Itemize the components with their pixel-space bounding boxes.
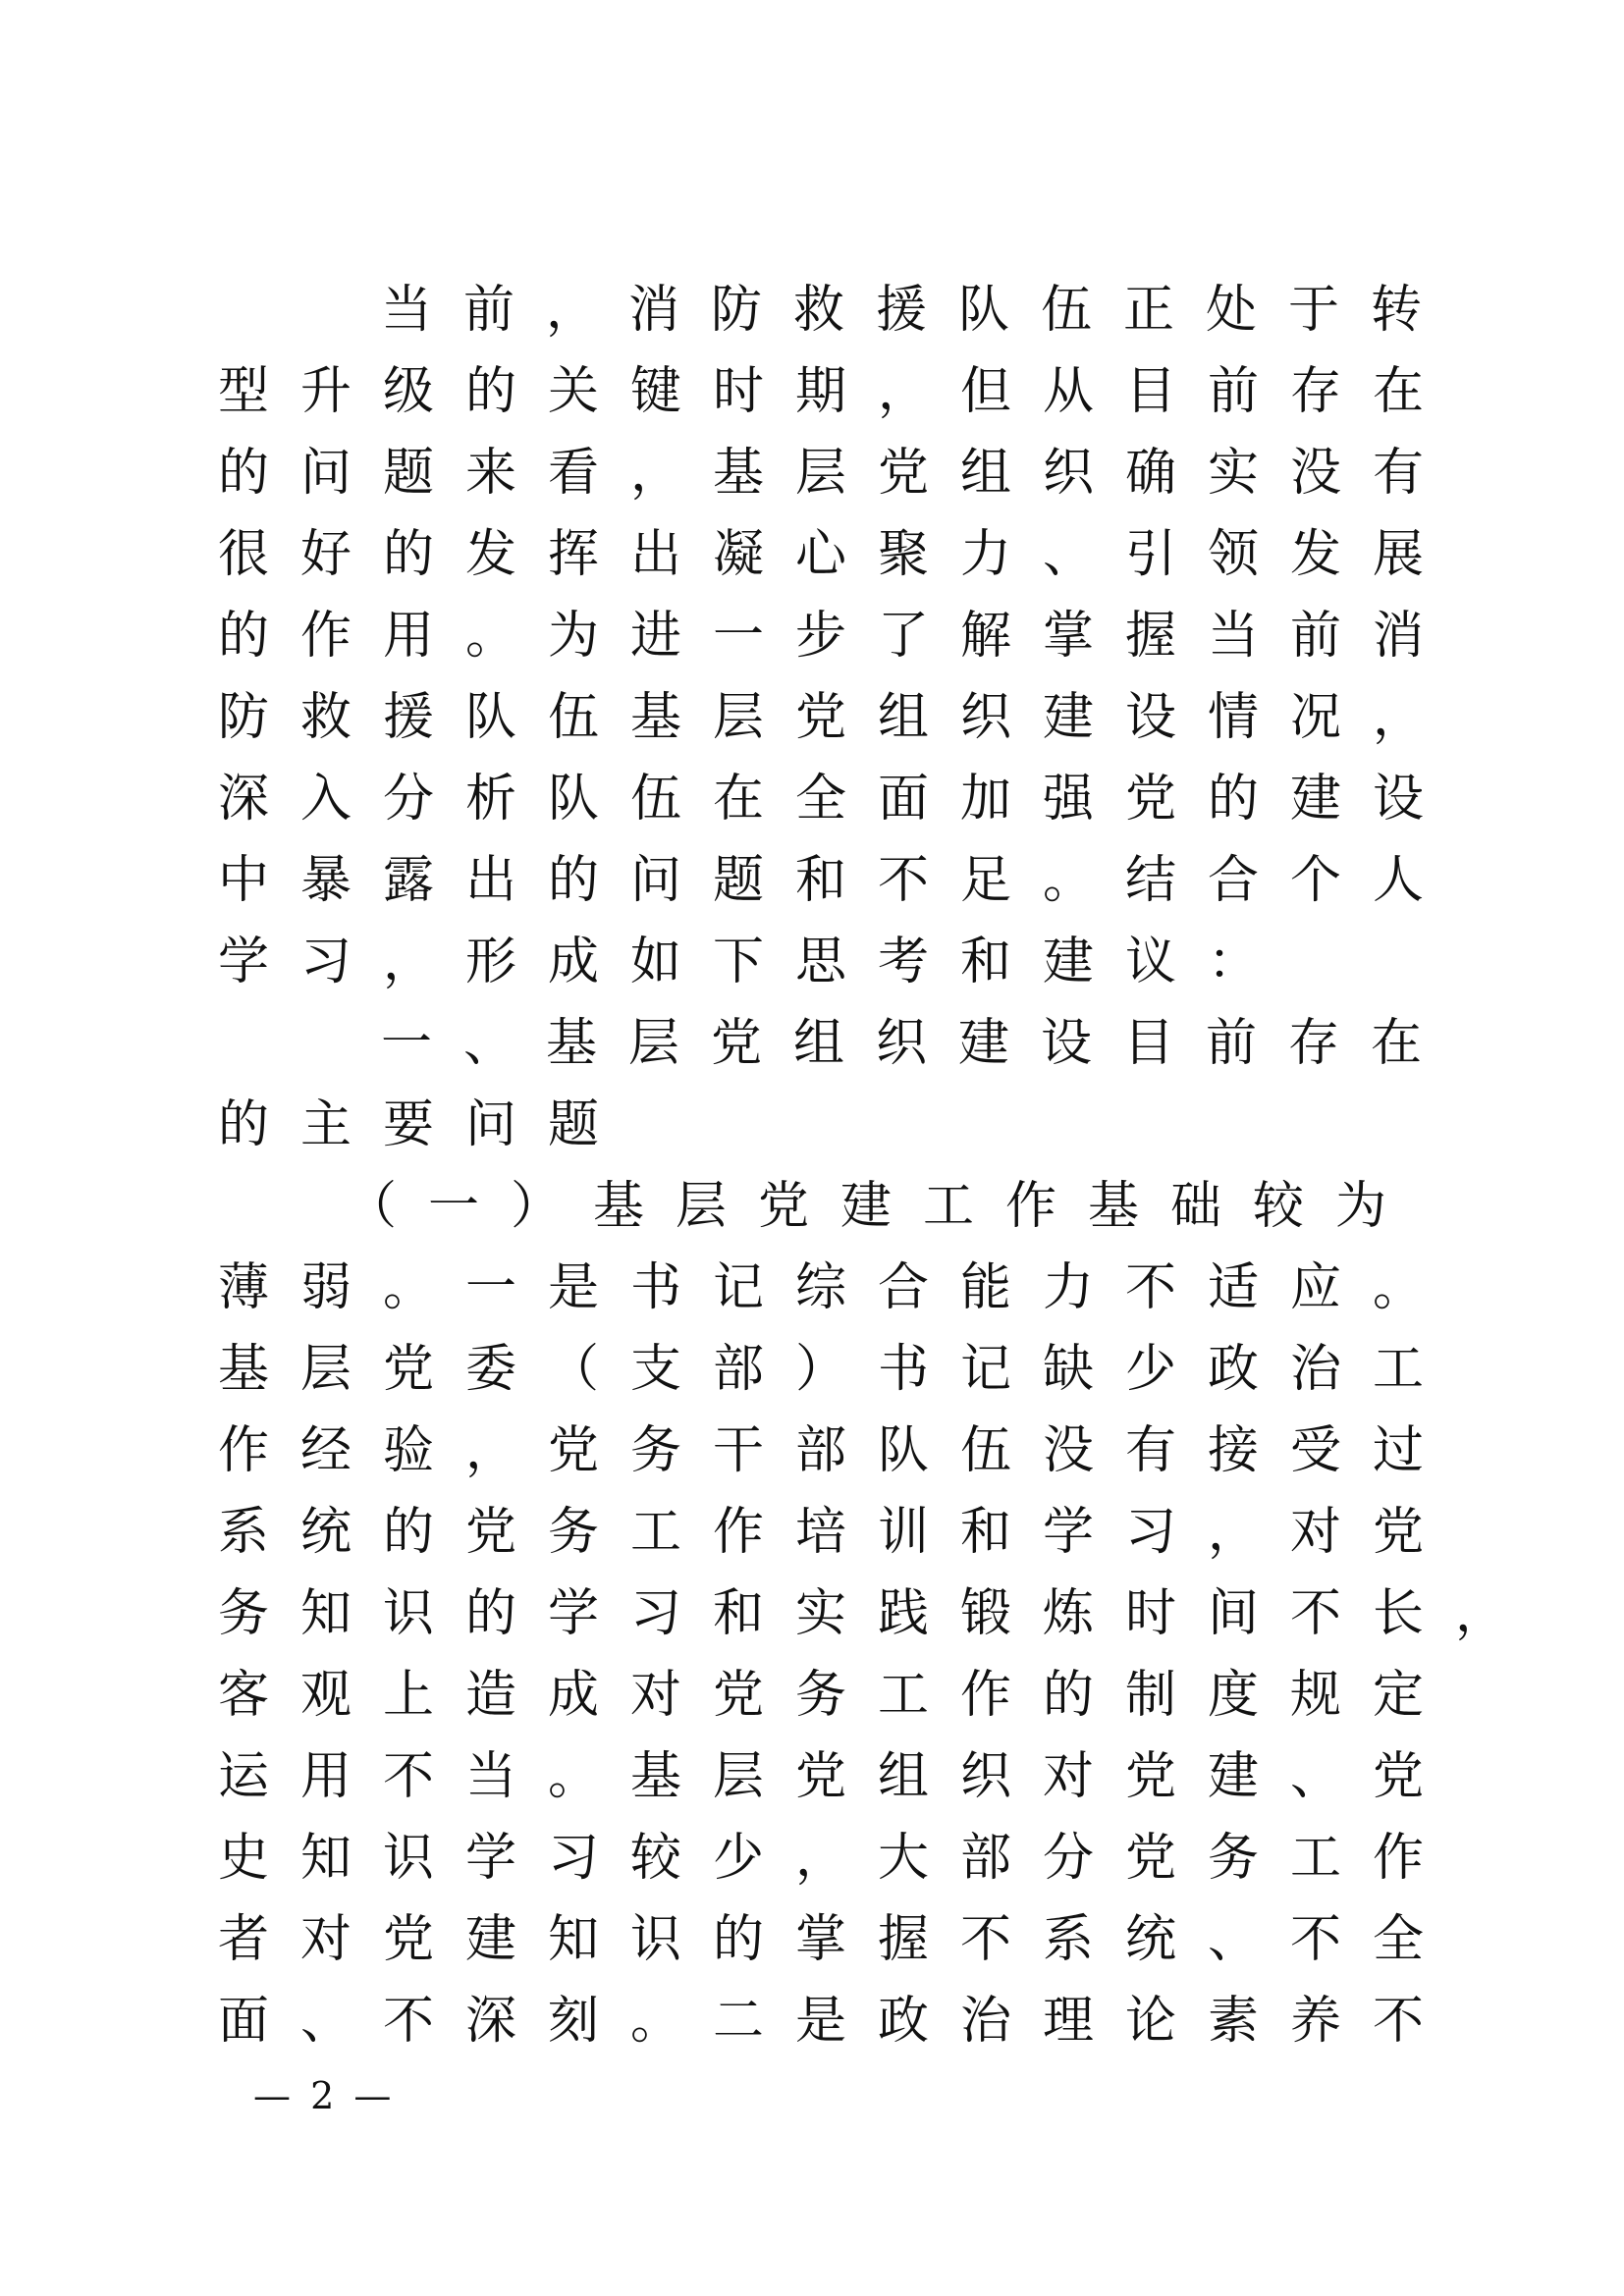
paragraph-intro-line: 的问题来看，基层党组织确实没有 (218, 444, 1456, 503)
subsection-line: 薄弱。一是书记综合能力不适应。 (218, 1258, 1456, 1317)
subsection-line: 者对党建知识的掌握不系统、不全 (218, 1910, 1456, 1969)
subsection-line: 面、不深刻。二是政治理论素养不 (218, 1992, 1456, 2051)
paragraph-intro-line: 当前，消防救援队伍正处于转 (381, 281, 1454, 340)
subsection-line: 务知识的学习和实践锻炼时间不长， (218, 1584, 1539, 1643)
subsection-line: 客观上造成对党务工作的制度规定 (218, 1666, 1456, 1725)
subsection-line: 基层党委（支部）书记缺少政治工 (218, 1340, 1456, 1399)
paragraph-intro-line: 学习，形成如下思考和建议： (218, 933, 1291, 991)
paragraph-intro-line: 的作用。为进一步了解掌握当前消 (218, 607, 1456, 666)
section-heading-line: 一、基层党组织建设目前存在 (381, 1014, 1454, 1073)
subsection-line: 史知识学习较少，大部分党务工作 (218, 1829, 1456, 1888)
subsection-line: 系统的党务工作培训和学习，对党 (218, 1503, 1456, 1562)
page-number: — 2 — (253, 2074, 396, 2117)
paragraph-intro-line: 中暴露出的问题和不足。结合个人 (218, 851, 1456, 910)
subsection-line: （一）基层党建工作基础较为 (346, 1177, 1419, 1236)
section-heading-line: 的主要问题 (218, 1095, 631, 1154)
paragraph-intro-line: 很好的发挥出凝心聚力、引领发展 (218, 525, 1456, 584)
subsection-line: 作经验，党务干部队伍没有接受过 (218, 1421, 1456, 1480)
paragraph-intro-line: 型升级的关键时期，但从目前存在 (218, 362, 1456, 421)
paragraph-intro-line: 深入分析队伍在全面加强党的建设 (218, 770, 1456, 828)
subsection-line: 运用不当。基层党组织对党建、党 (218, 1747, 1456, 1806)
paragraph-intro-line: 防救援队伍基层党组织建设情况， (218, 688, 1456, 747)
